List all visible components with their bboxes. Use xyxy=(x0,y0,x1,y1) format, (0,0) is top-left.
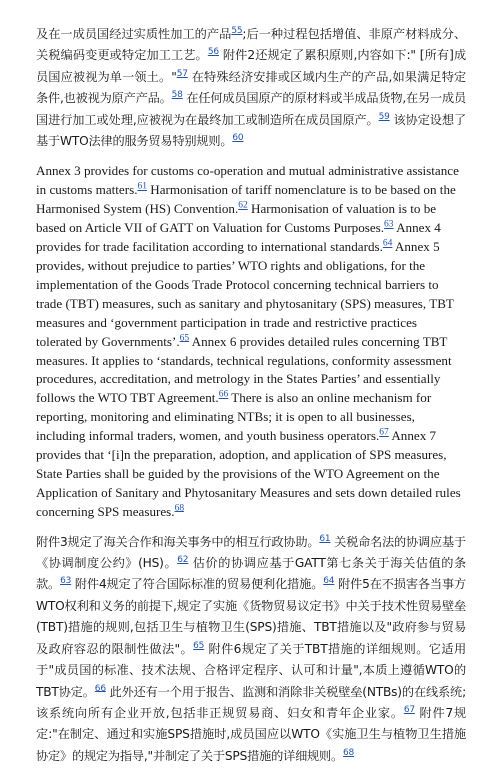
text-run: Annex 5 provides, without prejudice to parties’ WTO rights and obligations, for the implementation of the Goods Trade Protocol concerning technical barriers to trade (TBT) measures, such as sanitary and phytosanitary (SPS) measures, TBT measures and ‘government participation in trade and restrictive practices tolerated by Governments’. xyxy=(36,239,454,349)
text-run: 估价的协调应基于GATT第七条关于海关估值的条款。 xyxy=(36,556,466,592)
footnote-link[interactable]: 63 xyxy=(60,576,72,587)
paragraph-chinese-2 xyxy=(36,532,466,767)
text-run: 附件2还规定了累积原则,内容如下:" [所有]成员国应被视为单一领土。" xyxy=(36,48,466,84)
footnote-link[interactable]: 56 xyxy=(207,47,219,58)
paragraph-english-annexes xyxy=(36,162,466,521)
text-run: ;后一种过程包括增值、非原产材料成分、关税编码变更或特定加工工艺。 xyxy=(36,27,466,63)
text-run: 附件6规定了关于TBT措施的详细规则。它适用于"成员国的标准、技术法规、合格评定程序、认可和计量",本质上遵循WTO的TBT协定。 xyxy=(36,641,466,699)
footnote-link[interactable]: 64 xyxy=(382,238,393,249)
footnote-link[interactable]: 66 xyxy=(218,389,229,400)
footnote-link[interactable]: 59 xyxy=(378,111,390,122)
text-run: Harmonisation of tariff nomenclature is to be based on the Harmonised System (HS) Convention. xyxy=(36,182,456,217)
footnote-link[interactable]: 60 xyxy=(232,132,244,143)
footnote-link[interactable]: 65 xyxy=(193,640,205,651)
footnote-link[interactable]: 58 xyxy=(171,90,183,101)
text-run: 附件5在不损害各当事方WTO权利和义务的前提下,规定了实施《货物贸易议定书》中关于技术性贸易壁垒(TBT)措施的规则,包括卫生与植物卫生(SPS)措施、TBT措施以及"政府参与贸易及政府容忍的限制性做法"。 xyxy=(36,577,466,656)
text-run: There is also an online mechanism for reporting, monitoring and eliminating NTBs; it is open to all businesses, including informal traders, women, and youth business operators. xyxy=(36,390,432,444)
footnote-link[interactable]: 68 xyxy=(174,503,185,514)
text-run: Annex 4 provides for trade facilitation according to international standards. xyxy=(36,220,441,255)
text-run: 附件3规定了海关合作和海关事务中的相互行政协助。 xyxy=(36,534,320,549)
text-run: 及在一成员国经过实质性加工的产品 xyxy=(36,27,232,41)
footnote-link[interactable]: 63 xyxy=(384,219,394,230)
footnote-link[interactable]: 55 xyxy=(231,25,243,36)
footnote-link[interactable]: 61 xyxy=(319,533,331,544)
footnote-link[interactable]: 67 xyxy=(379,427,389,438)
footnote-link[interactable]: 68 xyxy=(343,747,355,758)
footnote-link[interactable]: 62 xyxy=(238,200,248,211)
text-run: Annex 6 provides detailed rules concerning TBT measures. It applies to ‘standards, technical regulations, conformity assessment procedures, accreditation, and metrology in the States Parties’ and essentially follows the WTO TBT Agreement. xyxy=(36,333,452,406)
text-run: 附件4规定了符合国际标准的贸易便利化措施。 xyxy=(71,577,324,592)
footnote-link[interactable]: 64 xyxy=(323,576,335,587)
document-page xyxy=(36,24,466,777)
text-run: 在任何成员国原产的原材料或半成品货物,在另一成员国进行加工或处理,应被视为在最终加工或制造所在成员国原产。 xyxy=(36,91,466,127)
footnote-link[interactable]: 67 xyxy=(403,704,415,715)
text-run: Annex 3 provides for customs co-operation and mutual administrative assistance in customs matters. xyxy=(36,163,459,198)
footnote-link[interactable]: 61 xyxy=(137,181,147,192)
footnote-link[interactable]: 62 xyxy=(177,555,189,565)
text-run: 附件7规定:"在制定、通过和实施SPS措施时,成员国应以WTO《实施卫生与植物卫生措施协定》的规定为指导,"并制定了关于SPS措施的详细规则。 xyxy=(36,705,466,763)
footnote-link[interactable]: 57 xyxy=(176,68,188,79)
text-run: Annex 7 provides that ‘[i]n the preparation, adoption, and application of SPS measures, State Parties shall be guided by the provisions of the WTO Agreement on the Application of Sanitary and Phytosanitary Measures and sets down detailed rules concerning SPS measures. xyxy=(36,428,461,519)
paragraph-chinese-1 xyxy=(36,24,466,152)
text-run: 关税命名法的协调应基于《协调制度公约》(HS)。 xyxy=(36,534,466,571)
text-run: 此外还有一个用于报告、监测和消除非关税壁垒(NTBs)的在线系统;该系统向所有企业开放,包括非正规贸易商、妇女和青年企业家。 xyxy=(36,684,466,720)
footnote-link[interactable]: 66 xyxy=(94,683,106,694)
text-run: 在特殊经济安排或区域内生产的产品,如果满足特定条件,也被视为原产产品。 xyxy=(36,69,466,106)
text-run: 该协定设想了基于WTO法律的服务贸易特别规则。 xyxy=(36,112,466,149)
text-run: Harmonisation of valuation is to be based on Article VII of GATT on Valuation for Customs Purposes. xyxy=(36,201,437,236)
footnote-link[interactable]: 65 xyxy=(179,333,190,344)
